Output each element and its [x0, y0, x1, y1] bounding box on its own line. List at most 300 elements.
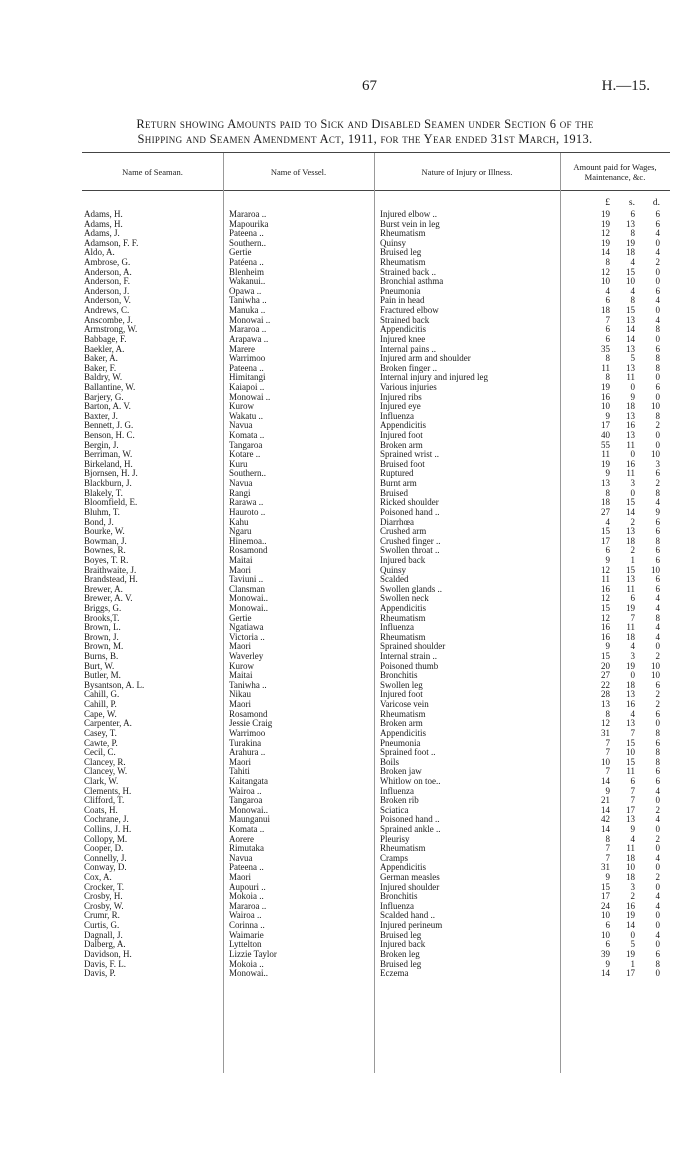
injury-description: Sprained ankle .. [380, 825, 441, 834]
vessel-name: Corinna .. [229, 921, 265, 931]
amount-pounds: 17 [601, 892, 610, 902]
vessel-name: Kaiapoi .. [229, 382, 265, 392]
table-row [0, 863, 700, 873]
amount-pounds: 7 [605, 767, 610, 777]
amount-pence: 2 [655, 421, 660, 431]
table-row [0, 306, 700, 316]
amount-pounds: 8 [605, 834, 610, 844]
amount-shillings: 6 [630, 776, 635, 786]
vessel-name: Southern.. [229, 238, 266, 248]
vessel-name: Southern.. [229, 469, 266, 479]
amount-pence: 2 [655, 700, 660, 710]
amount-shillings: 7 [630, 796, 635, 806]
table-row [0, 892, 700, 902]
column-header-injury: Nature of Injury or Illness. [421, 166, 513, 177]
amount-shillings: 13 [626, 315, 635, 325]
amount-shillings: 11 [626, 469, 635, 479]
title-line-1: Return showing Amounts paid to Sick and Disabled Seamen under Section 6 of the [136, 117, 594, 131]
amount-shillings: 19 [626, 661, 635, 671]
vessel-name: Komata .. [229, 431, 265, 441]
amount-shillings: 18 [626, 873, 635, 883]
amount-pounds: 24 [601, 901, 610, 911]
amount-pence: 8 [655, 488, 660, 498]
seaman-name: Bloomfield, E. [84, 498, 138, 508]
amount-pounds: 18 [601, 306, 610, 316]
table-row [0, 950, 700, 960]
table-row [0, 854, 700, 864]
amount-shillings: 13 [626, 719, 635, 729]
injury-description: Burst vein in leg [380, 219, 440, 229]
injury-description: Rheumatism [380, 258, 426, 268]
amount-shillings: 0 [630, 450, 635, 460]
amount-pence: 6 [655, 517, 660, 527]
amount-pounds: 19 [601, 210, 610, 219]
seaman-name: Bourke, W. [84, 527, 125, 537]
vessel-name: Waimarie [229, 930, 264, 940]
amount-shillings: 1 [630, 959, 635, 969]
table-row [0, 700, 700, 710]
amount-pence: 10 [651, 450, 660, 460]
table-row [0, 883, 700, 893]
amount-pounds: 14 [601, 825, 610, 834]
amount-pounds: 6 [605, 334, 610, 344]
seaman-name: Benson, H. C. [84, 431, 135, 441]
amount-pence: 2 [655, 834, 660, 844]
table-row [0, 393, 700, 403]
amount-pounds: 31 [601, 728, 610, 738]
seaman-name: Brewer, A. V. [84, 594, 133, 604]
seaman-name: Braithwaite, J. [84, 565, 137, 575]
table-row [0, 220, 700, 230]
seaman-name: Anderson, A. [84, 267, 132, 277]
table-row [0, 575, 700, 585]
injury-description: Rheumatism [380, 709, 426, 719]
seaman-name: Dagnall, J. [84, 930, 123, 940]
injury-description: Internal pains .. [380, 344, 436, 354]
table-row [0, 777, 700, 787]
amount-shillings: 5 [630, 354, 635, 364]
amount-pence: 0 [655, 882, 660, 892]
injury-description: Ricked shoulder [380, 498, 439, 508]
vessel-name: Pateena .. [229, 363, 264, 373]
amount-shillings: 11 [626, 584, 635, 594]
table-row [0, 479, 700, 489]
injury-description: Quinsy [380, 238, 407, 248]
amount-pence: 6 [655, 738, 660, 748]
amount-pounds: 15 [601, 882, 610, 892]
amount-shillings: 6 [630, 210, 635, 219]
seaman-name: Adamson, F. F. [84, 238, 139, 248]
table-row [0, 460, 700, 470]
injury-description: Bronchial asthma [380, 277, 444, 287]
amount-shillings: 0 [630, 671, 635, 681]
vessel-name: Maori [229, 757, 251, 767]
amount-shillings: 15 [626, 498, 635, 508]
vessel-name: Kurow [229, 402, 254, 412]
seaman-name: Birkeland, H. [84, 459, 133, 469]
amount-shillings: 10 [626, 277, 635, 287]
vessel-name: Maitai [229, 555, 253, 565]
amount-pence: 4 [655, 603, 660, 613]
amount-shillings: 16 [626, 421, 635, 431]
vessel-name: Mokoia .. [229, 959, 264, 969]
table-row [0, 345, 700, 355]
vessel-name: Warrimoo [229, 354, 266, 364]
injury-description: Boils [380, 757, 400, 767]
table-row [0, 508, 700, 518]
column-header-vessel: Name of Vessel. [270, 166, 327, 177]
injury-description: Injured shoulder [380, 882, 440, 892]
amount-pence: 6 [655, 344, 660, 354]
seaman-name: Baker, F. [84, 363, 117, 373]
amount-pence: 0 [655, 334, 660, 344]
vessel-name: Pateena .. [229, 229, 264, 239]
vessel-name: Gertie [229, 248, 252, 258]
amount-pence: 4 [655, 930, 660, 940]
injury-description: Fractured elbow [380, 306, 439, 316]
vessel-name: Turakina [229, 738, 262, 748]
amount-pence: 6 [655, 949, 660, 959]
vessel-name: Navua [229, 479, 253, 489]
table-row [0, 489, 700, 499]
amount-pounds: 7 [605, 315, 610, 325]
amount-pounds: 8 [605, 488, 610, 498]
table-row [0, 690, 700, 700]
table-row [0, 354, 700, 364]
vessel-name: Monowai.. [229, 594, 268, 604]
table-row [0, 623, 700, 633]
injury-description: Broken arm [380, 440, 423, 450]
amount-shillings: 19 [626, 238, 635, 248]
amount-pence: 6 [655, 286, 660, 296]
table-row [0, 729, 700, 739]
amount-shillings: 18 [626, 402, 635, 412]
amount-pence: 0 [655, 969, 660, 979]
table-row [0, 364, 700, 374]
injury-description: Injured foot [380, 431, 423, 441]
table-row [0, 825, 700, 835]
seaman-name: Cooper, D. [84, 844, 124, 854]
seaman-name: Aldo, A. [84, 248, 115, 258]
table-row [0, 229, 700, 239]
vessel-name: Kahu [229, 517, 249, 527]
seaman-name: Conway, D. [84, 863, 127, 873]
seaman-name: Adams, J. [84, 229, 120, 239]
column-header-seaman: Name of Seaman. [122, 166, 183, 177]
amount-pence: 0 [655, 306, 660, 316]
vessel-name: Mokoia .. [229, 892, 264, 902]
injury-description: Bruised leg [380, 930, 422, 940]
vessel-name: Monowai .. [229, 392, 271, 402]
injury-description: Broken finger .. [380, 363, 437, 373]
amount-pence: 4 [655, 892, 660, 902]
seaman-name: Bownes, R. [84, 546, 126, 556]
injury-description: Ruptured [380, 469, 414, 479]
table-row [0, 498, 700, 508]
injury-description: Cramps [380, 853, 408, 863]
amount-pence: 6 [655, 210, 660, 219]
unit-pence: d. [652, 198, 660, 208]
table-row [0, 546, 700, 556]
seaman-name: Armstrong, W. [84, 325, 138, 335]
amount-shillings: 13 [626, 219, 635, 229]
vessel-name: Taviuni .. [229, 575, 264, 585]
amount-pounds: 22 [601, 680, 610, 690]
amount-shillings: 2 [630, 517, 635, 527]
injury-description: Burnt arm [380, 479, 417, 489]
table-row [0, 911, 700, 921]
table-row [0, 210, 700, 220]
amount-pounds: 20 [601, 661, 610, 671]
injury-description: Various injuries [380, 382, 437, 392]
injury-description: Strained back .. [380, 267, 436, 277]
injury-description: Appendicitis [380, 728, 426, 738]
seaman-name: Brown, L. [84, 623, 121, 633]
amount-shillings: 13 [626, 815, 635, 825]
table-body [0, 210, 700, 979]
amount-pounds: 55 [601, 440, 610, 450]
amount-pence: 0 [655, 844, 660, 854]
amount-shillings: 13 [626, 690, 635, 700]
seaman-name: Crosby, H. [84, 892, 123, 902]
seaman-name: Cahill, G. [84, 690, 120, 700]
amount-pence: 0 [655, 642, 660, 652]
seaman-name: Ballantine, W. [84, 382, 136, 392]
table-row [0, 373, 700, 383]
injury-description: Injured back [380, 555, 426, 565]
amount-shillings: 15 [626, 757, 635, 767]
injury-description: German measles [380, 873, 440, 883]
amount-pounds: 21 [601, 796, 610, 806]
amount-pounds: 4 [605, 286, 610, 296]
table-row [0, 844, 700, 854]
vessel-name: Rimutaka [229, 844, 264, 854]
vessel-name: Kaitangata [229, 776, 268, 786]
vessel-name: Maori [229, 700, 251, 710]
amount-pounds: 42 [601, 815, 610, 825]
table-row [0, 421, 700, 431]
amount-pounds: 10 [601, 277, 610, 287]
amount-pounds: 9 [605, 555, 610, 565]
amount-shillings: 18 [626, 536, 635, 546]
amount-shillings: 4 [630, 642, 635, 652]
amount-pounds: 27 [601, 507, 610, 517]
amount-pence: 2 [655, 652, 660, 662]
amount-pence: 2 [655, 258, 660, 268]
table-row [0, 325, 700, 335]
amount-pounds: 7 [605, 844, 610, 854]
amount-pounds: 7 [605, 748, 610, 758]
injury-description: Appendicitis [380, 603, 426, 613]
amount-pounds: 8 [605, 709, 610, 719]
table-row [0, 681, 700, 691]
injury-description: Broken jaw [380, 767, 422, 777]
amount-pounds: 27 [601, 671, 610, 681]
amount-pounds: 39 [601, 949, 610, 959]
vessel-name: Patéena .. [229, 258, 264, 268]
amount-pounds: 16 [601, 623, 610, 633]
amount-pounds: 11 [601, 363, 610, 373]
amount-pence: 4 [655, 498, 660, 508]
table-row [0, 469, 700, 479]
injury-description: Crushed arm [380, 527, 427, 537]
seaman-name: Curtis, G. [84, 921, 120, 931]
amount-pence: 4 [655, 296, 660, 306]
amount-shillings: 7 [630, 728, 635, 738]
table-row [0, 594, 700, 604]
injury-description: Injured perineum [380, 921, 443, 931]
vessel-name: Wairoa .. [229, 786, 262, 796]
injury-description: Rheumatism [380, 844, 426, 854]
amount-pence: 4 [655, 248, 660, 258]
table-row [0, 402, 700, 412]
amount-pounds: 12 [601, 267, 610, 277]
amount-pence: 6 [655, 555, 660, 565]
amount-pence: 8 [655, 411, 660, 421]
amount-shillings: 19 [626, 911, 635, 921]
amount-pounds: 8 [605, 258, 610, 268]
amount-pounds: 12 [601, 565, 610, 575]
vessel-name: Marere [229, 344, 255, 354]
table-row [0, 556, 700, 566]
amount-pence: 4 [655, 632, 660, 642]
amount-pounds: 9 [605, 959, 610, 969]
vessel-name: Navua [229, 853, 253, 863]
table-row [0, 258, 700, 268]
amount-shillings: 5 [630, 940, 635, 950]
injury-description: Injured arm and shoulder [380, 354, 471, 364]
injury-description: Influenza [380, 786, 414, 796]
vessel-name: Ngaru [229, 527, 252, 537]
table-row [0, 614, 700, 624]
injury-description: Bruised leg [380, 248, 422, 258]
amount-shillings: 11 [626, 373, 635, 383]
vessel-name: Aorere [229, 834, 254, 844]
amount-pence: 8 [655, 748, 660, 758]
seaman-name: Anderson, F. [84, 277, 131, 287]
amount-pounds: 9 [605, 469, 610, 479]
injury-description: Appendicitis [380, 421, 426, 431]
amount-pounds: 9 [605, 411, 610, 421]
seaman-name: Cape, W. [84, 709, 117, 719]
amount-shillings: 16 [626, 700, 635, 710]
amount-pence: 10 [651, 402, 660, 412]
seaman-name: Bennett, J. G. [84, 421, 134, 431]
amount-pounds: 15 [601, 603, 610, 613]
vessel-name: Warrimoo [229, 728, 266, 738]
amount-pence: 3 [655, 459, 660, 469]
seaman-name: Baker, A. [84, 354, 118, 364]
amount-pence: 0 [655, 431, 660, 441]
seaman-name: Clancey, W. [84, 767, 128, 777]
vessel-name: Nikau [229, 690, 251, 700]
seaman-name: Briggs, G. [84, 603, 122, 613]
seaman-name: Clements, H. [84, 786, 132, 796]
vessel-name: Rarawa .. [229, 498, 264, 508]
seaman-name: Andrews, C. [84, 306, 130, 316]
amount-pence: 2 [655, 805, 660, 815]
amount-pence: 0 [655, 863, 660, 873]
amount-shillings: 18 [626, 632, 635, 642]
seaman-name: Brewer, A. [84, 584, 123, 594]
amount-pence: 0 [655, 238, 660, 248]
vessel-name: Lyttelton [229, 940, 262, 950]
seaman-name: Cahill, P. [84, 700, 117, 710]
table-row [0, 806, 700, 816]
table-row [0, 316, 700, 326]
seaman-name: Anderson, V. [84, 296, 131, 306]
amount-shillings: 7 [630, 786, 635, 796]
seaman-name: Butler, M. [84, 671, 121, 681]
seaman-name: Brown, J. [84, 632, 119, 642]
amount-pounds: 16 [601, 584, 610, 594]
injury-description: Scalded [380, 575, 409, 585]
injury-description: Injured ribs [380, 392, 422, 402]
amount-pence: 0 [655, 719, 660, 729]
column-header-amount: Amount paid for Wages, Maintenance, &c. [573, 161, 657, 182]
amount-pence: 6 [655, 584, 660, 594]
injury-description: Pneumonia [380, 738, 421, 748]
table-row [0, 748, 700, 758]
amount-pounds: 19 [601, 459, 610, 469]
vessel-name: Rangi [229, 488, 251, 498]
amount-pence: 10 [651, 671, 660, 681]
seaman-name: Crocker, T. [84, 882, 125, 892]
vessel-name: Jessie Craig [229, 719, 273, 729]
vessel-name: Komata .. [229, 825, 265, 834]
vessel-name: Opawa .. [229, 286, 262, 296]
amount-pounds: 16 [601, 632, 610, 642]
amount-pounds: 7 [605, 738, 610, 748]
seaman-name: Adams, H. [84, 219, 123, 229]
amount-pence: 4 [655, 815, 660, 825]
seaman-name: Anscombe, J. [84, 315, 133, 325]
amount-shillings: 11 [626, 440, 635, 450]
amount-shillings: 16 [626, 901, 635, 911]
vessel-name: Taniwha .. [229, 296, 267, 306]
table-row [0, 758, 700, 768]
injury-description: Crushed finger .. [380, 536, 441, 546]
seaman-name: Bysantson, A. L. [84, 680, 145, 690]
amount-shillings: 8 [630, 296, 635, 306]
table-row [0, 527, 700, 537]
amount-pounds: 9 [605, 786, 610, 796]
amount-pence: 0 [655, 921, 660, 931]
injury-description: Injured eye [380, 402, 421, 412]
injury-description: Varicose vein [380, 700, 429, 710]
injury-description: Broken leg [380, 949, 420, 959]
table-row [0, 960, 700, 970]
injury-description: Bruised leg [380, 959, 422, 969]
table-row [0, 604, 700, 614]
seaman-name: Baekler, A. [84, 344, 125, 354]
seaman-name: Adams, H. [84, 210, 123, 219]
amount-shillings: 10 [626, 748, 635, 758]
seaman-name: Davis, F. L. [84, 959, 127, 969]
unit-pounds: £ [605, 198, 610, 208]
amount-pence: 0 [655, 940, 660, 950]
injury-description: Swollen neck [380, 594, 429, 604]
injury-description: Strained back [380, 315, 430, 325]
amount-shillings: 7 [630, 613, 635, 623]
amount-pounds: 8 [605, 354, 610, 364]
seaman-name: Clark, W. [84, 776, 119, 786]
table-row [0, 671, 700, 681]
vessel-name: Hauroto .. [229, 507, 266, 517]
injury-description: Rheumatism [380, 229, 426, 239]
table-header-rule [82, 190, 670, 191]
amount-pence: 6 [655, 776, 660, 786]
